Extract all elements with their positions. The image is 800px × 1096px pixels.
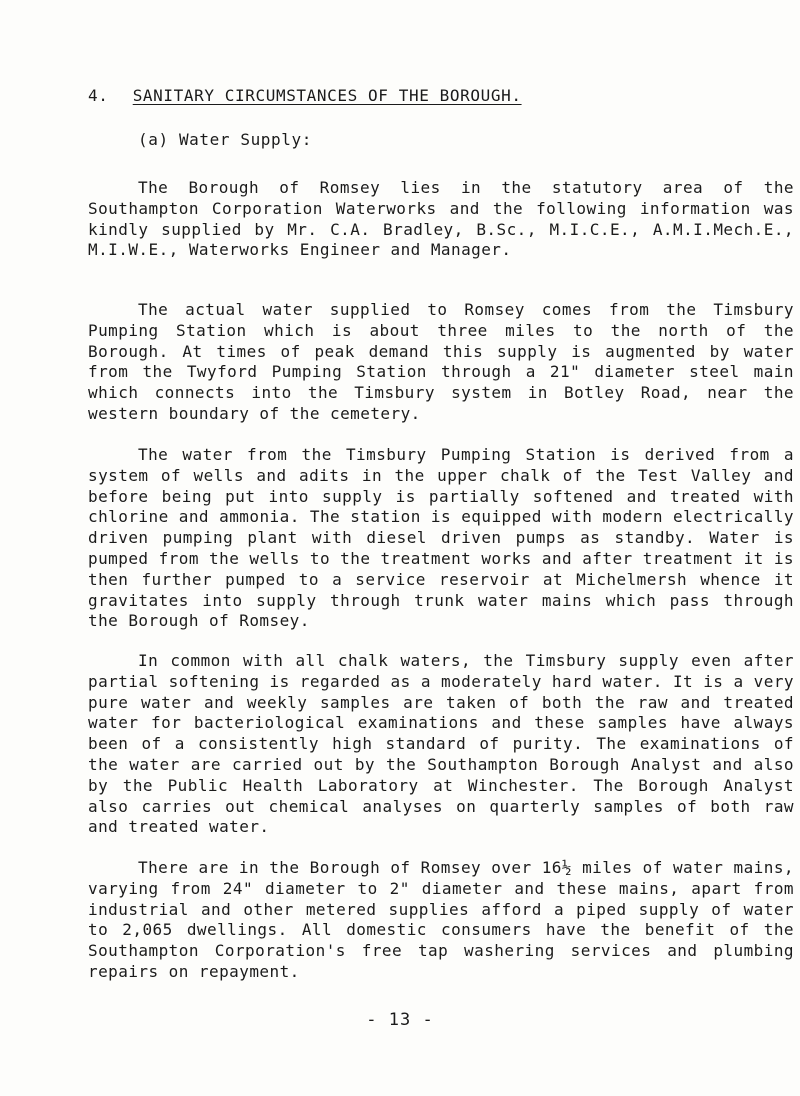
- paragraph-mains-network: There are in the Borough of Romsey over 16½ miles of water mains, varying from 24" diameter to 2" diameter and these mains, apart from industrial and other metered supplies afford a piped supply of water to 2,065 dwellings. All domestic consumers have the benefit of the Southampton Corporation's free tap washering services and plumbing repairs on repayment.: [88, 858, 794, 981]
- page-number: - 13 -: [366, 1010, 434, 1030]
- section-number: 4.: [88, 86, 109, 105]
- section-title: SANITARY CIRCUMSTANCES OF THE BOROUGH.: [132, 86, 522, 105]
- paragraph-water-quality: In common with all chalk waters, the Timsbury supply even after partial softening is regarded as a moderately hard water. It is a very pure water and weekly samples are taken of both the raw and treated water for bacteriological examinations and these samples have always been of a consistently high standard of purity. The examinations of the water are carried out by the Southampton Borough Analyst and also by the Public Health Laboratory at Winchester. The Borough Analyst also carries out chemical analyses on quarterly samples of both raw and treated water.: [88, 651, 794, 837]
- paragraph-information-source: The Borough of Romsey lies in the statutory area of the Southampton Corporation Waterworks and the following information was kindly supplied by Mr. C.A. Bradley, B.Sc., M.I.C.E., A.M.I.Mech.E., M.I.W.E., Waterworks Engineer and Manager.: [88, 178, 794, 260]
- subsection-title: Water Supply:: [178, 130, 312, 149]
- paragraph-treatment: The water from the Timsbury Pumping Station is derived from a system of wells and adits in the upper chalk of the Test Valley and before being put into supply is partially softened and treated with chlorine and ammonia. The station is equipped with modern electrically driven pumping plant with diesel driven pumps as standby. Water is pumped from the wells to the treatment works and after treatment it is then further pumped to a service reservoir at Michelmersh whence it gravitates into supply through trunk water mains which pass through the Borough of Romsey.: [88, 445, 794, 631]
- paragraph-supply-origin: The actual water supplied to Romsey comes from the Timsbury Pumping Station which is about three miles to the north of the Borough. At times of peak demand this supply is augmented by water from the Twyford Pumping Station through a 21" diameter steel main which connects into the Timsbury system in Botley Road, near the western boundary of the cemetery.: [88, 300, 794, 423]
- subsection-heading: [138, 130, 312, 149]
- subsection-label: (a): [138, 130, 169, 149]
- section-heading: [88, 86, 522, 105]
